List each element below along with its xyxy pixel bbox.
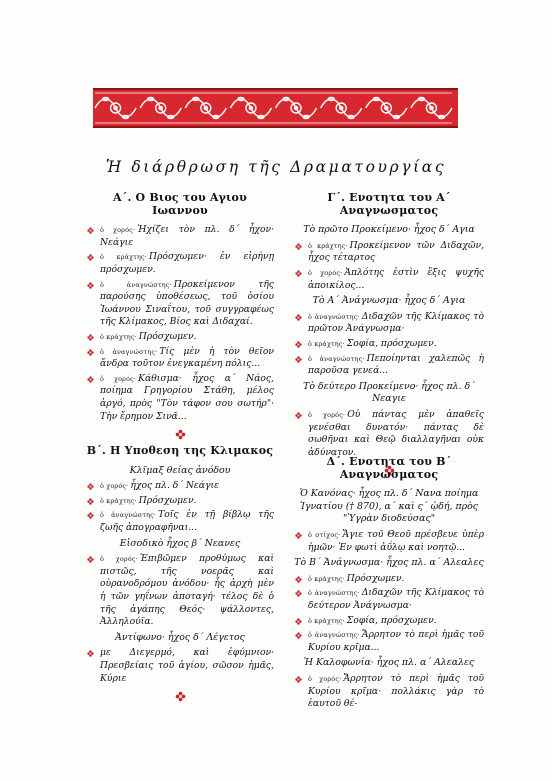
- list-item: [294, 353, 484, 378]
- section-b-subtitle: Κλῖμαξ θείας ἀνόδου: [129, 464, 231, 476]
- section-b-list-2: [86, 553, 274, 629]
- speaker-role: ὁ κράχτης·: [100, 332, 137, 341]
- list-item: [86, 480, 274, 493]
- section-c-sub2: Τὸ Α΄ Ἀνάγνωσμα· ἦχος δ΄ Αγια: [312, 295, 466, 307]
- page-title: Ἡ διάρθρωση τῆς Δραματουργίας: [105, 158, 447, 176]
- speaker-role: ὁ χορός·: [308, 268, 343, 277]
- section-c-list-3: [294, 409, 484, 459]
- rosette-bullet-icon: [295, 576, 302, 583]
- rosette-bullet-icon: [295, 590, 302, 597]
- item-text: Ἠχίζει τὸν πλ. δ΄ ἦχον· Νεάγιε: [100, 224, 274, 248]
- section-d-list-1: [294, 529, 484, 554]
- rosette-bullet-icon: [295, 270, 302, 277]
- section-d-sub1: Ὁ Κανόνας· ἦχος πλ. δ΄ Νανα ποίημα Ἰγνατίου († 870), α΄ καὶ ς΄ ᾠδή, πρὸς "Ὑγρὰν διοδεύσας": [299, 488, 479, 525]
- speaker-role: ὁ χορός·: [308, 674, 342, 683]
- rosette-bullet-icon: [295, 314, 302, 321]
- speaker-role: ὁ χορός·: [308, 410, 346, 419]
- rosette-bullet-icon: [87, 556, 94, 563]
- item-text: Πρόσχωμεν.: [138, 494, 197, 506]
- ornament-band: [93, 88, 458, 128]
- list-item: [86, 495, 274, 508]
- item-text: Προκείμενον τῆς παρούσης ὑποθέσεως, τοῦ ὁσίου Ἰωάννου Σιναΐτου, τοῦ συγγραφέως τῆς Κλίμακος, Βίος καὶ Διδαχαί.: [100, 278, 275, 328]
- rosette-icon: [86, 429, 274, 445]
- item-text: με Διεγερμό, καὶ ἐφύμνιον· Πρεσβείαις τοῦ ἁγίου, σῶσον ἡμᾶς, Κύριε: [100, 647, 274, 684]
- section-d-list-3: [294, 673, 484, 711]
- section-b-sub3: Ἀντίφωνο· ἦχος δ΄ Λέγετος: [115, 631, 245, 643]
- list-item: [86, 373, 274, 423]
- section-d-heading: Δ΄. Ενοτητα του Β΄ Αναγνωσματος: [326, 455, 452, 481]
- section-b-sub2: Εἰσοδικὸ ἦχος β΄ Νεανες: [119, 537, 241, 549]
- speaker-role: ὁ στίχος·: [308, 530, 341, 539]
- speaker-role: ὁ ἀναγνώστης·: [100, 347, 158, 356]
- item-text: Ἄγιε τοῦ Θεοῦ πρέσβευε ὑπὲρ ἡμῶν· Ἐν φωτὶ ἀΰλῳ καὶ νοητῷ...: [308, 528, 484, 553]
- section-c-sub1: Τὸ πρῶτο Προκείμενο· ἦχος δ΄ Αγια: [303, 224, 475, 236]
- rosette-bullet-icon: [87, 282, 94, 289]
- item-text: Διδαχῶν τῆς Κλίμακος τὸ δεύτερον Ἀνάγνωσμα·: [308, 587, 484, 611]
- rosette-bullet-icon: [87, 512, 94, 519]
- section-d-sub2: Τὸ Β΄ Ἀνάγνωσμα· ἦχος πλ. α΄ Αλεαλες: [294, 557, 484, 569]
- speaker-role: ὁ κράχτης·: [308, 616, 345, 625]
- speaker-role: ὁ ἀναγνώστης·: [100, 280, 172, 289]
- rosette-bullet-icon: [295, 532, 302, 539]
- speaker-role: ὁ κράχτης·: [308, 339, 345, 348]
- speaker-role: ὁ κράχτης·: [100, 496, 137, 505]
- speaker-role: ὁ κράχτης·: [308, 574, 345, 583]
- list-item: [294, 573, 484, 586]
- speaker-role: ὁ ἀναγνώστης·: [100, 511, 157, 520]
- list-item: [86, 509, 274, 534]
- item-text: Κάθισμα· ἦχος α΄ Νάος, ποίημα Γρηγορίου Στάθη, μέλος ἀργό, πρὸς "Τὸν τάφον σου σωτήρ"· Τὴν ἔρημον Σινᾶ...: [100, 372, 275, 422]
- item-text: ἦχος πλ. δ΄ Νεάγιε: [130, 480, 220, 492]
- item-text: Διδαχῶν τῆς Κλίμακος τὸ πρῶτον Ἀνάγνωσμα·: [308, 310, 484, 335]
- list-item: [294, 529, 484, 554]
- rosette-bullet-icon: [295, 412, 302, 419]
- section-c: [294, 192, 484, 483]
- rosette-bullet-icon: [295, 243, 302, 250]
- section-a-list: [86, 224, 274, 423]
- section-b-heading: Β΄. Η Υποθεση της Κλιμακος: [86, 444, 274, 457]
- item-text: Τίς μὲν ἡ τὸν θεῖον ἄνδρα τοῦτον ἐνεγκαμένη πόλις...: [100, 345, 274, 370]
- item-text: Πεποίηνται χαλεπῶς ἡ παροῦσα γενεά...: [308, 352, 485, 377]
- speaker-role: ὁ κράχτης·: [100, 253, 148, 262]
- list-item: [294, 629, 484, 654]
- section-c-sub3: Τὸ δεύτερο Προκείμενο· ἦχος πλ. δ΄ Νεαγιε: [303, 380, 475, 405]
- speaker-role: ὁ χορός·: [100, 226, 136, 235]
- section-d-list-2: [294, 573, 484, 655]
- item-text: Πρόσχωμεν.: [138, 330, 197, 342]
- section-b: [86, 445, 274, 709]
- rosette-bullet-icon: [87, 498, 94, 505]
- item-text: Οὐ πάντας μὲν ἀπαθεῖς γενέσθαι δυνατόν· πάντας δὲ σωθῆναι καὶ Θεῷ διαλλαγῆναι οὐκ ἀδύνατον.: [308, 408, 484, 458]
- item-text: Ἄρρητον τὸ περὶ ἡμᾶς τοῦ Κυρίου κρῖμα...: [308, 629, 485, 653]
- rosette-bullet-icon: [87, 650, 94, 657]
- section-a-heading: Α΄. Ο Βιος του Αγιου Ιωαννου: [113, 191, 247, 217]
- rosette-bullet-icon: [87, 227, 94, 234]
- list-item: [294, 267, 484, 292]
- item-text: Ἄρρητον τὸ περὶ ἡμᾶς τοῦ Κυρίου κρῖμα· πολλάκις γὰρ τὸ ἑαυτοῦ θέ-: [308, 672, 484, 710]
- list-item: [86, 224, 274, 249]
- list-item: [294, 311, 484, 336]
- item-text: Προκείμενον τῶν Διδαχῶν, ἦχος τέταρτος: [308, 239, 484, 264]
- rosette-icon: [86, 691, 274, 707]
- section-c-heading: Γ΄. Ενοτητα του Α΄ Αναγνωσματος: [327, 191, 451, 217]
- section-b-list-3: [86, 647, 274, 685]
- section-c-list-1: [294, 240, 484, 292]
- item-text: Τοῖς ἐν τῇ βίβλῳ τῆς ζωῆς ἀπογραφῆναι...: [100, 509, 274, 533]
- list-item: [86, 331, 274, 344]
- item-text: Σοφία, πρόσχωμεν.: [346, 614, 437, 626]
- list-item: [86, 251, 274, 276]
- speaker-role: ὁ ἀναγνώστης·: [308, 312, 360, 321]
- speaker-role: ὁ ἀναγνώστης·: [308, 589, 360, 598]
- rosette-bullet-icon: [87, 334, 94, 341]
- list-item: [294, 673, 484, 711]
- speaker-role: ὁ χορός·: [100, 374, 137, 383]
- speaker-role: ὁ χορός·: [100, 482, 129, 491]
- item-text: Σοφία, πρόσχωμεν.: [346, 337, 437, 349]
- section-c-list-2: [294, 311, 484, 378]
- list-item: [294, 240, 484, 265]
- speaker-role: ὁ κράχτης·: [308, 241, 348, 250]
- rosette-bullet-icon: [295, 632, 302, 639]
- list-item: [294, 338, 484, 351]
- speaker-role: ὁ χορός·: [100, 555, 138, 564]
- list-item: [86, 647, 274, 685]
- rosette-bullet-icon: [295, 356, 302, 363]
- section-d: [294, 456, 484, 713]
- rosette-bullet-icon: [295, 341, 302, 348]
- list-item: [294, 409, 484, 459]
- section-a: [86, 192, 274, 447]
- item-text: Πρόσχωμεν.: [346, 572, 405, 584]
- item-text: Ἁπλότης ἐστὶν ἕξις ψυχῆς ἀποικίλος...: [308, 266, 484, 291]
- rosette-bullet-icon: [87, 349, 94, 356]
- list-item: [86, 346, 274, 371]
- speaker-role: ὁ ἀναγνώστης·: [308, 631, 360, 640]
- rosette-bullet-icon: [87, 483, 94, 490]
- rosette-bullet-icon: [295, 676, 302, 683]
- list-item: [86, 279, 274, 329]
- item-text: Πρόσχωμεν· ἐν εἰρήνῃ πρόσχωμεν.: [100, 251, 274, 275]
- list-item: [294, 587, 484, 612]
- rosette-bullet-icon: [87, 376, 94, 383]
- section-b-list-1: [86, 480, 274, 534]
- list-item: [86, 553, 274, 629]
- list-item: [294, 615, 484, 628]
- section-d-sub3: Ἡ Καλοφωνία· ἦχος πλ. α΄ Αλεαλες: [303, 657, 475, 669]
- speaker-role: ὁ ἀναγνώστης·: [308, 354, 365, 363]
- floral-ornament-icon: [93, 90, 454, 126]
- item-text: Ἐπιβῶμεν προθύμως καὶ πιστῶς, τῆς νοερᾶς καὶ οὐρανοδρόμου ἀνόδου· ἧς ἀρχὴ μὲν ἡ τῶν γηΐνων ἀποταγή· τέλος δὲ ὁ τῆς ἀγάπης Θεός· ψάλλοντες, Ἀλληλούϊα.: [100, 553, 274, 628]
- rosette-bullet-icon: [295, 618, 302, 625]
- rosette-bullet-icon: [87, 254, 94, 261]
